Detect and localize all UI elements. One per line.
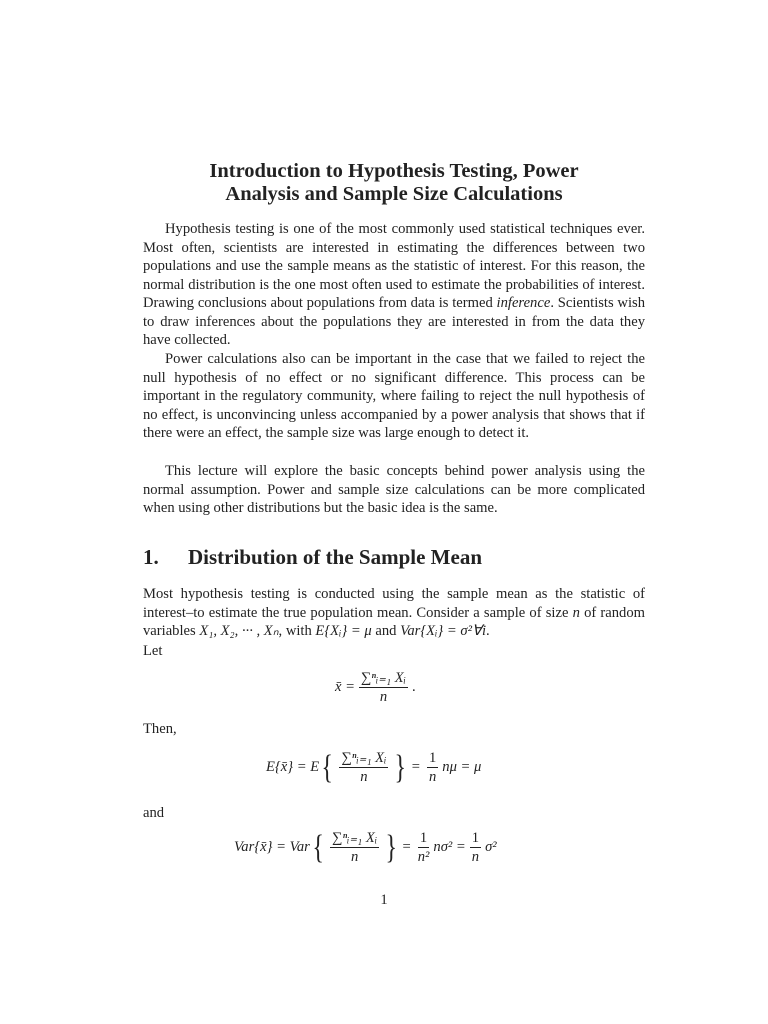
body-p1-text-d: and — [371, 623, 401, 639]
eq3-equals: = — [402, 839, 411, 855]
eq3-denominator: n — [351, 849, 359, 865]
left-brace-icon: { — [321, 748, 334, 786]
intro-p1-italic: inference — [496, 295, 551, 311]
title-line-1: Introduction to Hypothesis Testing, Power — [209, 160, 579, 182]
intro-p1-text-a: Hypothesis testing is one of the most commonly used statistical techniques ever. Most often, scientists are interested in estimating the differences between two populations and use the sample means as the statistic of interest. For this reason, the normal distribution is the one most often used to estimate the probabilities of interest. Drawing conclusions about populations from data is termed — [143, 221, 645, 311]
body-paragraph-1 — [143, 585, 645, 641]
eq2-frac-den: n — [428, 769, 437, 785]
eq1-lhs: x̄ = — [335, 679, 355, 695]
then-text: Then, — [143, 721, 177, 737]
eq2-frac-num: 1 — [428, 750, 437, 766]
eq3-rhs: σ² — [485, 839, 497, 855]
and-text: and — [143, 805, 165, 821]
document-title — [140, 160, 648, 206]
intro-paragraph-1 — [143, 220, 645, 350]
right-brace-icon: } — [394, 748, 407, 786]
eq3-one-over-n — [470, 830, 481, 865]
right-brace-icon: } — [385, 828, 398, 866]
equation-expectation — [266, 750, 481, 785]
eq3-mid: nσ² = — [433, 839, 466, 855]
eq1-end: . — [411, 679, 416, 695]
section-number: 1. — [143, 545, 159, 569]
body-p1-end: . — [486, 623, 490, 639]
eq1-numerator: ∑ⁿᵢ₌₁ Xᵢ — [360, 670, 406, 686]
section-title: Distribution of the Sample Mean — [188, 545, 482, 569]
title-line-2: Analysis and Sample Size Calculations — [225, 183, 563, 205]
intro-p1-text-b: . Scientists wish to draw inferences about the populations they are interested in from the data they have collected. — [143, 295, 646, 348]
eq3-frac1-num: 1 — [419, 830, 428, 846]
equation-sample-mean — [335, 670, 416, 705]
eq3-lhs: Var{x̄} = Var — [234, 839, 310, 855]
eq2-rhs: nμ = μ — [442, 759, 482, 775]
equation-variance — [234, 830, 497, 865]
eq1-fraction — [359, 670, 408, 705]
intro-paragraph-2: Power calculations also can be important in the case that we failed to reject the null hypothesis of no effect or no significant difference. This process can be important in the regulatory community, where failing to reject the null hypothesis of no effect, is unconvincing unless accompanied by a power analysis that shows that if there were an effect, the sample size was large enough to detect it. — [143, 351, 645, 441]
body-p1-vars: X₁, X₂, ··· , Xₙ — [199, 623, 279, 639]
eq3-frac1-den: n² — [417, 849, 430, 865]
body-p1-text-c: , with — [278, 623, 316, 639]
eq2-denominator: n — [360, 769, 368, 785]
body-p1-variance: Var{Xᵢ} = σ²∀i — [400, 623, 487, 639]
eq2-one-over-n — [427, 750, 438, 785]
eq1-denominator: n — [379, 689, 388, 705]
eq2-numerator: ∑ⁿᵢ₌₁ Xᵢ — [341, 750, 387, 766]
intro-paragraph-3: This lecture will explore the basic concepts behind power analysis using the normal assumption. Power and sample size calculations can be more complicated when using other distributions but the basic idea is the same. — [143, 463, 645, 516]
eq3-numerator: ∑ⁿᵢ₌₁ Xᵢ — [332, 830, 378, 846]
page-number: 1 — [380, 892, 388, 908]
section-heading — [143, 544, 482, 570]
eq2-fraction — [339, 750, 388, 785]
eq2-lhs: E{x̄} = E — [266, 759, 320, 775]
eq3-fraction — [330, 830, 379, 865]
eq3-frac2-num: 1 — [471, 830, 480, 846]
body-p1-text-a: Most hypothesis testing is conducted using the sample mean as the statistic of interest–to estimate the true population mean. Consider a sample of size — [143, 586, 645, 621]
left-brace-icon: { — [312, 828, 324, 866]
body-p1-text-b: of random variables — [143, 604, 645, 639]
eq3-frac2-den: n — [471, 849, 480, 865]
let-text: Let — [143, 643, 163, 659]
body-p1-expectation: E{Xᵢ} = μ — [315, 623, 372, 639]
eq3-one-over-n-squared — [418, 830, 430, 865]
eq2-equals: = — [411, 759, 420, 775]
body-p1-n: n — [572, 604, 580, 621]
